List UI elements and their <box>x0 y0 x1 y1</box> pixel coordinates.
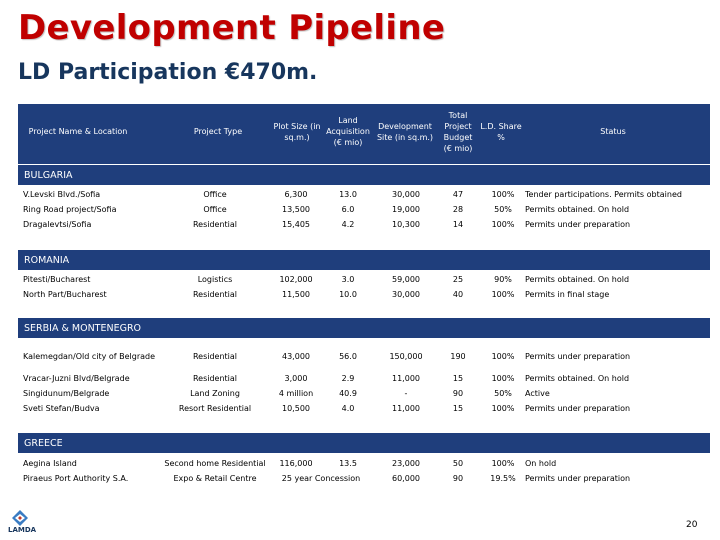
header-budget-line-3: Budget <box>443 133 473 142</box>
section-title: BULGARIA <box>24 170 73 181</box>
header-land-line-3: (€ mio) <box>333 138 363 147</box>
project-type: Office <box>203 190 227 199</box>
section-band-romania <box>18 250 710 270</box>
land-acquisition: 13.0 <box>339 190 357 199</box>
project-name: Vracar-Juzni Blvd/Belgrade <box>23 374 130 383</box>
total-budget: 190 <box>450 352 466 361</box>
section-band-serbia-montenegro <box>18 318 710 338</box>
concession-term: 25 year Concession <box>281 474 361 483</box>
status: Active <box>525 389 550 398</box>
development-site: 11,000 <box>392 404 420 413</box>
header-ld-share <box>476 121 526 143</box>
development-site: 59,000 <box>392 275 420 284</box>
ld-share: 19.5% <box>490 474 516 483</box>
project-name: Singidunum/Belgrade <box>23 389 110 398</box>
project-type: Residential <box>192 220 238 229</box>
header-land-line-2: Acquisition <box>326 127 370 136</box>
development-site: 23,000 <box>392 459 420 468</box>
plot-size: 43,000 <box>282 352 310 361</box>
total-budget: 28 <box>452 205 464 214</box>
header-budget-line-2: Project <box>444 122 472 131</box>
plot-size: 13,500 <box>282 205 310 214</box>
development-site: 150,000 <box>389 352 423 361</box>
development-site: - <box>404 389 408 398</box>
ld-share: 100% <box>491 290 515 299</box>
status: Permits obtained. On hold <box>525 275 630 284</box>
section-band-bulgaria <box>18 165 710 185</box>
project-type: Land Zoning <box>190 389 240 398</box>
header-share-line-1: L.D. Share <box>480 122 522 131</box>
project-name: Kalemegdan/Old city of Belgrade <box>23 352 156 361</box>
project-name: Dragalevtsi/Sofia <box>23 220 92 229</box>
total-budget: 90 <box>452 389 464 398</box>
header-dev-line-2: Site (in sq.m.) <box>376 133 434 142</box>
ld-share: 100% <box>491 352 515 361</box>
status: Permits under preparation <box>525 404 631 413</box>
ld-share: 90% <box>494 275 512 284</box>
section-title: ROMANIA <box>24 255 70 266</box>
plot-size: 10,500 <box>282 404 310 413</box>
status: Permits in final stage <box>525 290 610 299</box>
status: Tender participations. Permits obtained <box>525 190 682 199</box>
land-acquisition: 2.9 <box>341 374 355 383</box>
project-name: North Part/Bucharest <box>23 290 107 299</box>
section-title: GREECE <box>24 438 63 449</box>
project-name: V.Levski Blvd./Sofia <box>23 190 101 199</box>
status: Permits obtained. On hold <box>525 374 630 383</box>
development-site: 60,000 <box>392 474 420 483</box>
ld-share: 100% <box>491 220 515 229</box>
land-acquisition: 40.9 <box>339 389 357 398</box>
project-type: Resort Residential <box>178 404 252 413</box>
header-development-site <box>372 121 438 143</box>
project-name: Sveti Stefan/Budva <box>23 404 100 413</box>
total-budget: 90 <box>452 474 464 483</box>
ld-share: 100% <box>491 374 515 383</box>
land-acquisition: 4.0 <box>341 404 355 413</box>
development-site: 30,000 <box>392 290 420 299</box>
project-type: Residential <box>192 352 238 361</box>
project-name: Pitesti/Bucharest <box>23 275 91 284</box>
header-share-line-2: % <box>497 133 505 142</box>
plot-size: 15,405 <box>282 220 310 229</box>
ld-share: 100% <box>491 190 515 199</box>
plot-size: 11,500 <box>282 290 310 299</box>
development-site: 10,300 <box>392 220 420 229</box>
header-total-budget <box>434 110 482 154</box>
section-title: SERBIA & MONTENEGRO <box>24 323 142 334</box>
land-acquisition: 10.0 <box>339 290 357 299</box>
total-budget: 40 <box>452 290 464 299</box>
project-type: Expo & Retail Centre <box>173 474 257 483</box>
land-acquisition: 13.5 <box>339 459 357 468</box>
project-name: Aegina Island <box>23 459 77 468</box>
plot-size: 6,300 <box>284 190 308 199</box>
status: On hold <box>525 459 557 468</box>
project-type: Residential <box>192 374 238 383</box>
header-project-name: Project Name & Location <box>28 127 128 136</box>
total-budget: 14 <box>452 220 464 229</box>
plot-size: 3,000 <box>284 374 308 383</box>
project-type: Second home Residential <box>164 459 266 468</box>
header-plot-line-1: Plot Size (in <box>273 122 321 131</box>
development-site: 11,000 <box>392 374 420 383</box>
ld-share: 50% <box>494 389 512 398</box>
development-site: 19,000 <box>392 205 420 214</box>
lamda-logo <box>6 508 42 536</box>
project-type: Office <box>203 205 227 214</box>
logo-text: LAMDA <box>8 526 37 534</box>
table-header <box>18 104 710 164</box>
header-status: Status <box>600 127 626 136</box>
project-name: Ring Road project/Sofia <box>23 205 117 214</box>
plot-size: 102,000 <box>279 275 313 284</box>
page-subtitle: LD Participation €470m. <box>18 60 318 85</box>
ld-share: 100% <box>491 459 515 468</box>
status: Permits under preparation <box>525 352 631 361</box>
status: Permits under preparation <box>525 220 631 229</box>
header-plot-size <box>268 121 326 143</box>
header-budget-line-1: Total <box>448 111 468 120</box>
header-land-line-1: Land <box>338 116 358 125</box>
project-type: Logistics <box>197 275 233 284</box>
project-name: Piraeus Port Authority S.A. <box>23 474 129 483</box>
project-type: Residential <box>192 290 238 299</box>
total-budget: 15 <box>452 404 464 413</box>
page-number: 20 <box>686 520 698 530</box>
land-acquisition: 6.0 <box>341 205 355 214</box>
header-project-type: Project Type <box>193 127 243 136</box>
land-acquisition: 4.2 <box>341 220 355 229</box>
total-budget: 50 <box>452 459 464 468</box>
plot-size: 116,000 <box>279 459 313 468</box>
header-budget-line-4: (€ mio) <box>443 144 473 153</box>
land-acquisition: 56.0 <box>339 352 357 361</box>
plot-size: 4 million <box>278 389 314 398</box>
header-land-acquisition <box>320 115 376 148</box>
ld-share: 100% <box>491 404 515 413</box>
land-acquisition: 3.0 <box>341 275 355 284</box>
status: Permits obtained. On hold <box>525 205 630 214</box>
page-title: Development Pipeline <box>18 8 446 48</box>
total-budget: 25 <box>452 275 464 284</box>
status: Permits under preparation <box>525 474 631 483</box>
header-dev-line-1: Development <box>378 122 432 131</box>
total-budget: 15 <box>452 374 464 383</box>
development-site: 30,000 <box>392 190 420 199</box>
total-budget: 47 <box>452 190 464 199</box>
ld-share: 50% <box>494 205 512 214</box>
section-band-greece <box>18 433 710 453</box>
header-plot-line-2: sq.m.) <box>284 133 310 142</box>
